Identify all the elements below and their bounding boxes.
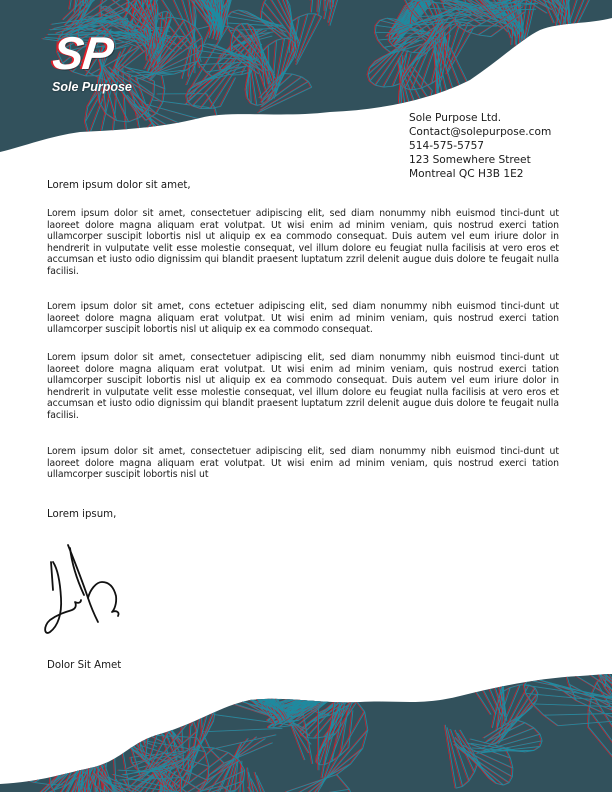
body-paragraph: Lorem ipsum dolor sit amet, cons ectetuer adipiscing elit, sed diam nonummy nibh euismod tinci-dunt ut laoreet dolore magna aliquam erat volutpat. Ut wisi enim ad minim veniam, quis nostrud exerci tation ullamcorper suscipit lobortis nisl ut aliquip ex ea commodo consequat. (47, 301, 559, 336)
logo-wordmark: Sole Purpose (52, 80, 132, 94)
body-paragraph: Lorem ipsum dolor sit amet, consectetuer adipiscing elit, sed diam nonummy nibh euismod tinci-dunt ut laoreet dolore magna aliquam erat volutpat. Ut wisi enim ad minim veniam, quis nostrud exerci tation ullamcorper suscipit lobortis nisl ut aliquip ex ea commodo consequat. Duis autem vel eum iriure dolor in hendrerit in vulputate velit esse molestie consequat, vel illum dolore eu feugiat nulla facilisis at vero eros et accumsan et iusto odio dignissim qui blandit praesent luptatum zzril delenit augue duis dolore te feugait nulla facilisi. (47, 352, 559, 421)
sender-phone: 514-575-5757 (409, 140, 485, 152)
closing: Lorem ipsum, (47, 509, 117, 520)
logo-monogram: SP (50, 27, 116, 79)
sender-email: Contact@solepurpose.com (409, 126, 552, 138)
pattern-fan (0, 700, 64, 776)
sender-street: 123 Somewhere Street (409, 154, 531, 166)
signer-name: Dolor Sit Amet (47, 660, 122, 671)
signature-icon (44, 540, 144, 650)
footer-pattern-graphic (0, 672, 612, 792)
sender-city: Montreal QC H3B 1E2 (409, 168, 524, 180)
body-paragraph: Lorem ipsum dolor sit amet, consectetuer adipiscing elit, sed diam nonummy nibh euismod tinci-dunt ut laoreet dolore magna aliquam erat volutpat. Ut wisi enim ad minim veniam, quis nostrud exerci tation ullamcorper suscipit lobortis nisl ut (47, 446, 559, 481)
company-logo (50, 28, 145, 98)
body-paragraph: Lorem ipsum dolor sit amet, consectetuer adipiscing elit, sed diam nonummy nibh euismod tinci-dunt ut laoreet dolore magna aliquam erat volutpat. Ut wisi enim ad minim veniam, quis nostrud exerci tation ullamcorper suscipit lobortis nisl ut aliquip ex ea commodo consequat. Duis autem vel eum iriure dolor in hendrerit in vulputate velit esse molestie consequat, vel illum dolore eu feugiat nulla facilisis at vero eros et accumsan et iusto odio dignissim qui blandit praesent luptatum zzril delenit augue duis dolore te feugait nulla facilisi. (47, 208, 559, 277)
pattern-fan (0, 700, 65, 776)
sender-company: Sole Purpose Ltd. (409, 112, 502, 124)
salutation: Lorem ipsum dolor sit amet, (47, 180, 191, 191)
pattern-fan (0, 672, 120, 754)
sender-address-block (409, 111, 551, 181)
pattern-fan (0, 672, 118, 754)
